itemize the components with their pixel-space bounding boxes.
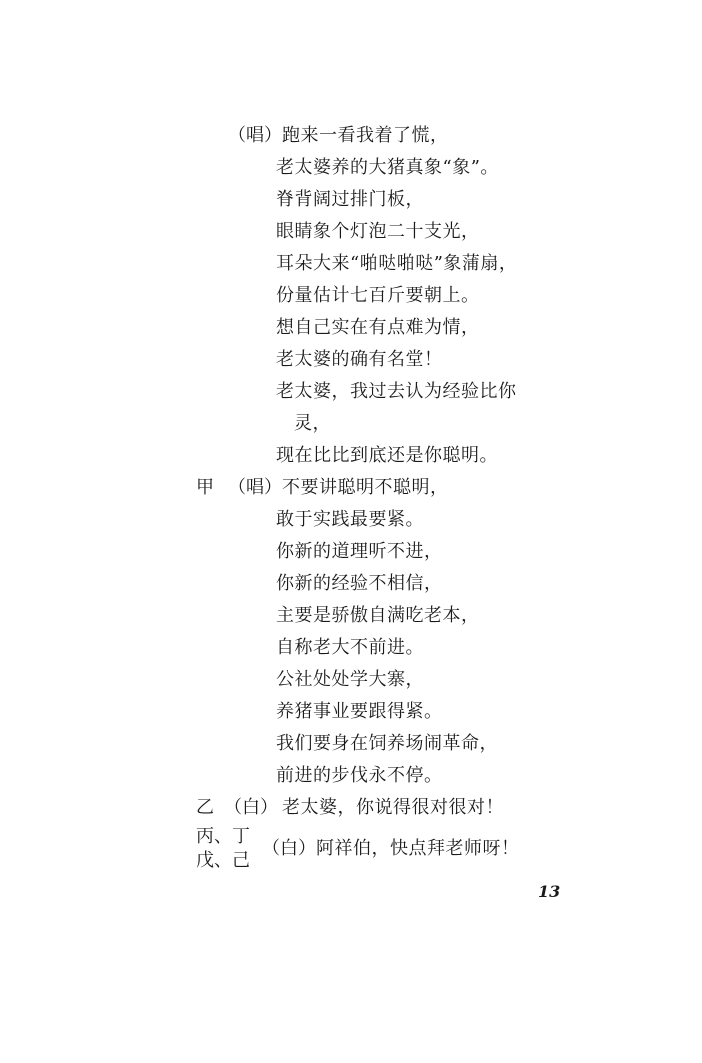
dialogue-line: 老太婆，你说得很对很对！ [282,797,504,818]
verse-line: 老太婆养的大猪真象“象”。 [276,157,499,178]
verse-line: 你新的道理听不进， [276,541,443,562]
stage-cue-sing: （唱） [228,477,282,498]
verse-line: 公社处处学大寨， [276,669,424,690]
speaker-label: 乙 [196,797,214,818]
stage-cue-speak: （白） [224,797,278,818]
verse-line: 跑来一看我着了慌， [282,125,449,146]
stage-cue-speak: （白） [262,838,316,859]
verse-line: 眼睛象个灯泡二十支光， [276,221,480,242]
verse-line: 想自己实在有点难为情， [276,317,480,338]
verse-line: 你新的经验不相信， [276,573,443,594]
verse-line: 脊背阔过排门板， [276,189,424,210]
verse-line: 老太婆的确有名堂！ [276,349,443,370]
page-number: 13 [538,882,561,901]
verse-line: 敢于实践最要紧。 [276,509,424,530]
verse-line: 灵， [294,413,331,434]
verse-line: 养猪事业要跟得紧。 [276,701,443,722]
verse-line: 老太婆，我过去认为经验比你 [276,381,517,402]
verse-line: 不要讲聪明不聪明， [282,477,449,498]
verse-line: 前进的步伐永不停。 [276,765,443,786]
verse-line: 自称老大不前进。 [276,637,424,658]
speaker-group-top: 丙、丁 [196,826,250,847]
verse-line: 主要是骄傲自满吃老本， [276,605,480,626]
speaker-label: 甲 [196,477,214,498]
dialogue-line: 阿祥伯，快点拜老师呀！ [316,838,520,859]
verse-line: 我们要身在饲养场闹革命， [276,733,498,754]
verse-line: 耳朵大来“啪哒啪哒”象蒲扇， [276,253,518,274]
stage-cue-sing: （唱） [228,125,282,146]
speaker-group-bottom: 戊、己 [196,850,250,871]
verse-line: 现在比比到底还是你聪明。 [276,445,498,466]
verse-line: 份量估计七百斤要朝上。 [276,285,480,306]
